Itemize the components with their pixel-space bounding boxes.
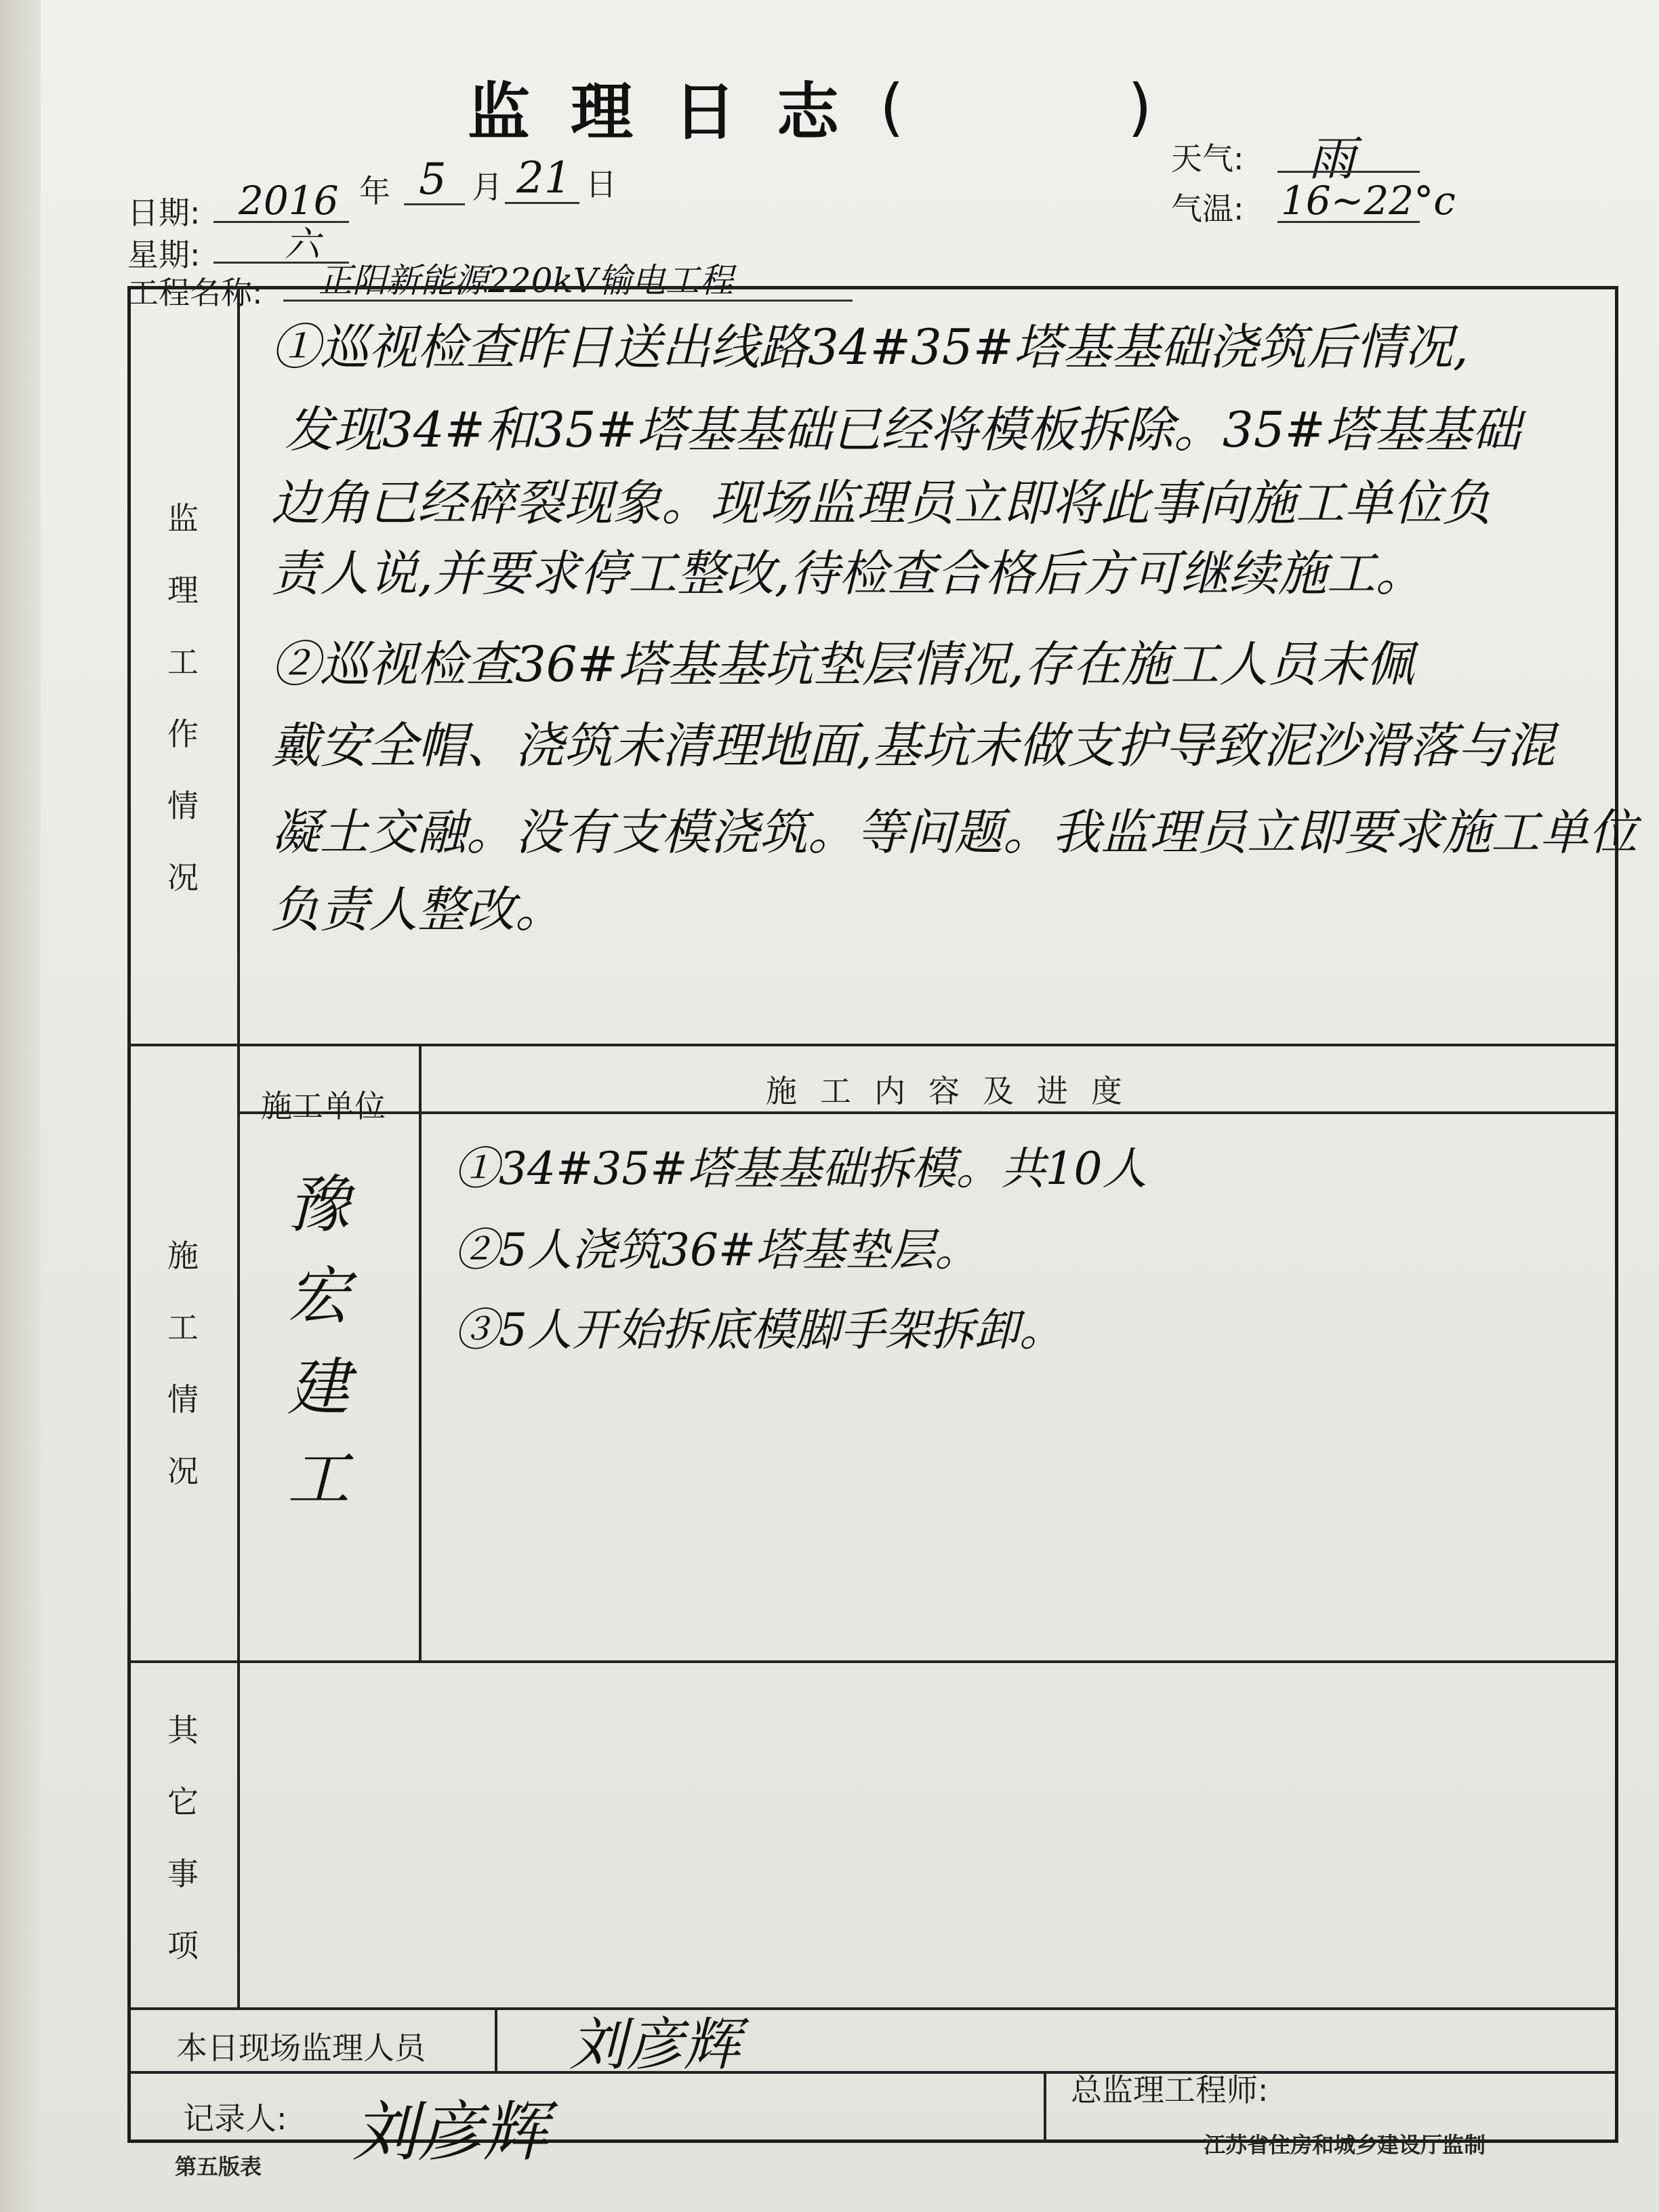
construction-section-bottom bbox=[127, 1660, 1618, 1663]
date-label: 日期: bbox=[127, 194, 201, 231]
work-label-char: 工 bbox=[167, 644, 199, 680]
title-text: 监理日志 bbox=[468, 76, 880, 148]
construction-label-char: 施 bbox=[167, 1237, 199, 1274]
work-line: 发现34#和35#塔基基础已经将模板拆除。35#塔基基础 bbox=[285, 401, 1521, 458]
temp-underline bbox=[1277, 221, 1420, 223]
title-paren-open: ( bbox=[880, 70, 904, 144]
work-label-char: 监 bbox=[167, 500, 199, 537]
edition-label: 第五版表 bbox=[175, 2154, 262, 2179]
other-label-char: 它 bbox=[167, 1784, 199, 1820]
work-label-char: 理 bbox=[167, 572, 199, 609]
page-title bbox=[468, 60, 1227, 155]
other-section-bottom bbox=[127, 2007, 1618, 2010]
construction-label-char: 况 bbox=[167, 1453, 199, 1490]
label-column-divider bbox=[237, 286, 240, 2007]
day-unit: 日 bbox=[586, 166, 617, 203]
recorder-label: 记录人: bbox=[183, 2100, 287, 2137]
binding-edge bbox=[0, 0, 41, 2212]
construction-section-label bbox=[163, 1220, 203, 1507]
work-label-char: 情 bbox=[167, 787, 199, 824]
construction-unit-value bbox=[285, 1159, 352, 1525]
date-month-underline bbox=[404, 203, 465, 205]
temp-value: 16~22°c bbox=[1281, 178, 1456, 224]
issuer-label: 江苏省住房和城乡建设厅监制 bbox=[1204, 2132, 1486, 2158]
title-paren-close: ) bbox=[1127, 70, 1152, 144]
weather-value: 雨 bbox=[1308, 131, 1355, 186]
date-month: 5 bbox=[419, 155, 447, 205]
date-day-underline bbox=[505, 202, 579, 204]
work-line: 负责人整改。 bbox=[271, 881, 565, 938]
construction-line: ①34#35#塔基基础拆模。共10人 bbox=[454, 1143, 1147, 1195]
temp-label: 气温: bbox=[1171, 190, 1244, 227]
work-line: 戴安全帽、浇筑未清理地面,基坑未做支护导致泥沙滑落与混 bbox=[271, 717, 1555, 774]
unit-value-char: 建 bbox=[287, 1351, 350, 1424]
construction-content-header: 施工内容及进度 bbox=[766, 1073, 1145, 1109]
other-label-char: 其 bbox=[167, 1712, 199, 1748]
construction-header-bottom bbox=[237, 1111, 1618, 1114]
work-line: ②巡视检查36#塔基基坑垫层情况,存在施工人员未佩 bbox=[271, 636, 1414, 693]
work-section-bottom bbox=[127, 1044, 1618, 1046]
date-year: 2016 bbox=[239, 178, 339, 224]
other-section-label bbox=[163, 1694, 203, 1982]
unit-value-char: 工 bbox=[287, 1443, 350, 1515]
work-line: 凝土交融。没有支模浇筑。等问题。我监理员立即要求施工单位 bbox=[271, 804, 1638, 861]
recorder-signature: 刘彦辉 bbox=[352, 2094, 548, 2170]
weekday-value: 六 bbox=[285, 224, 321, 265]
chief-divider bbox=[1044, 2071, 1046, 2143]
work-section-label bbox=[163, 483, 203, 914]
staff-row-bottom bbox=[127, 2071, 1618, 2074]
unit-value-char: 宏 bbox=[287, 1260, 350, 1332]
weekday-label: 星期: bbox=[127, 237, 201, 273]
project-label: 工程名称: bbox=[127, 274, 263, 311]
date-year-underline bbox=[213, 221, 349, 223]
month-unit: 月 bbox=[472, 169, 503, 205]
weather-underline bbox=[1277, 171, 1420, 173]
other-label-char: 项 bbox=[167, 1927, 199, 1964]
work-line: ①巡视检查昨日送出线路34#35#塔基基础浇筑后情况, bbox=[271, 319, 1469, 375]
work-line: 责人说,并要求停工整改,待检查合格后方可继续施工。 bbox=[271, 545, 1425, 602]
work-line: 边角已经碎裂现象。现场监理员立即将此事向施工单位负 bbox=[271, 474, 1492, 531]
construction-label-char: 情 bbox=[167, 1381, 199, 1418]
weather-label: 天气: bbox=[1171, 140, 1244, 177]
construction-line: ③5人开始拆底模脚手架拆卸。 bbox=[454, 1304, 1064, 1356]
construction-label-char: 工 bbox=[167, 1309, 199, 1346]
construction-line: ②5人浇筑36#塔基垫层。 bbox=[454, 1224, 980, 1276]
work-label-char: 况 bbox=[167, 859, 199, 896]
chief-engineer-label: 总监理工程师: bbox=[1071, 2072, 1269, 2108]
staff-label-divider bbox=[495, 2007, 497, 2071]
construction-unit-header: 施工单位 bbox=[261, 1088, 386, 1124]
year-unit: 年 bbox=[359, 173, 390, 209]
staff-label: 本日现场监理人员 bbox=[176, 2030, 426, 2066]
work-label-char: 作 bbox=[167, 716, 199, 752]
project-value: 正阳新能源220kV输电工程 bbox=[319, 261, 733, 300]
other-label-char: 事 bbox=[167, 1856, 199, 1892]
unit-value-char: 豫 bbox=[287, 1168, 350, 1241]
construction-unit-divider bbox=[419, 1044, 422, 1660]
date-day: 21 bbox=[516, 153, 572, 203]
staff-signature: 刘彦辉 bbox=[569, 2011, 741, 2078]
